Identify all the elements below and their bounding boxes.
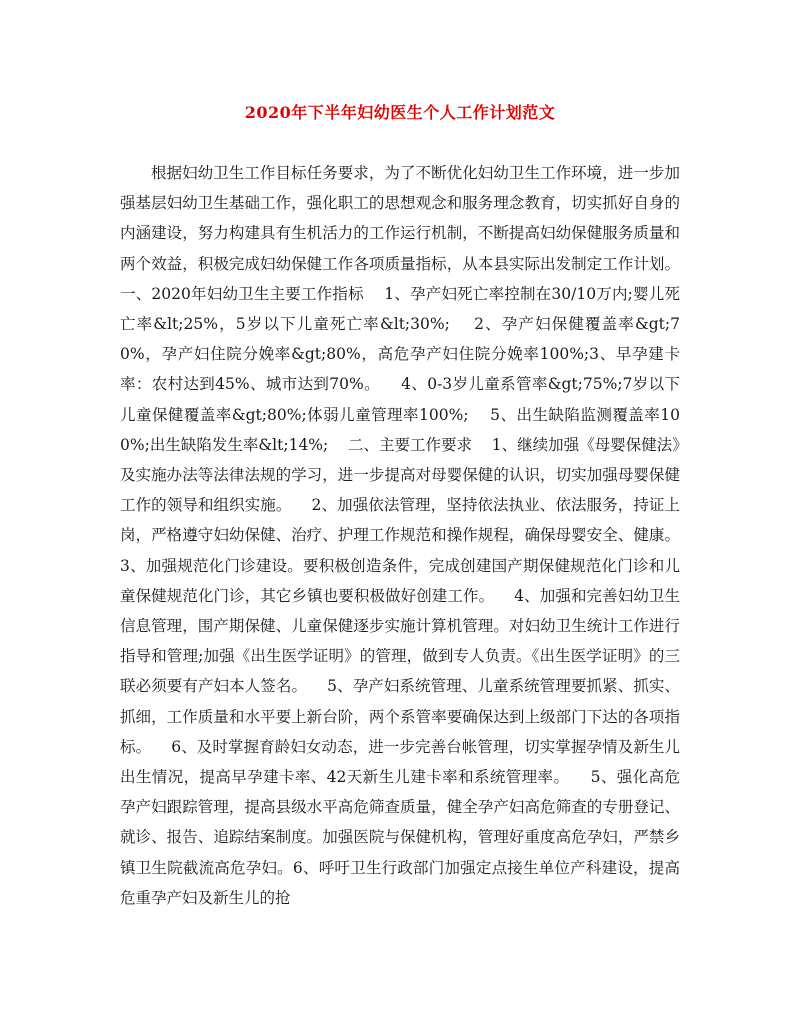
document-title: 2020年下半年妇幼医生个人工作计划范文: [244, 103, 556, 122]
document-body-text: 根据妇幼卫生工作目标任务要求，为了不断优化妇幼卫生工作环境，进一步加强基层妇幼卫生基础工作，强化职工的思想观念和服务理念教育，切实抓好自身的内涵建设，努力构建具有生机活力的工作运行机制，不断提高妇幼保健服务质量和两个效益，积极完成妇幼保健工作各项质量指标，从本县实际出发制定工作计划。 一、2020年妇幼卫生主要工作指标 1、孕产妇死亡率控制在30/10万内;婴儿死亡率&lt;25%，5岁以下儿童死亡率&lt;30%; 2、孕产妇保健覆盖率&gt;70%，孕产妇住院分娩率&gt;80%，高危孕产妇住院分娩率100%;3、早孕建卡率：农村达到45%、城市达到70%。 4、0-3岁儿童系管率&gt;75%;7岁以下儿童保健覆盖率&gt;80%;体弱儿童管理率100%; 5、出生缺陷监测覆盖率100%;出生缺陷发生率&lt;14%; 二、主要工作要求 1、继续加强《母婴保健法》及实施办法等法律法规的学习，进一步提高对母婴保健的认识，切实加强母婴保健工作的领导和组织实施。 2、加强依法管理，坚持依法执业、依法服务，持证上岗，严格遵守妇幼保健、治疗、护理工作规范和操作规程，确保母婴安全、健康。 3、加强规范化门诊建设。要积极创造条件，完成创建国产期保健规范化门诊和儿童保健规范化门诊，其它乡镇也要积极做好创建工作。 4、加强和完善妇幼卫生信息管理，围产期保健、儿童保健逐步实施计算机管理。对妇幼卫生统计工作进行指导和管理;加强《出生医学证明》的管理，做到专人负责。《出生医学证明》的三联必须要有产妇本人签名。 5、孕产妇系统管理、儿童系统管理要抓紧、抓实、抓细，工作质量和水平要上新台阶，两个系管率要确保达到上级部门下达的各项指标。 6、及时掌握育龄妇女动态，进一步完善台帐管理，切实掌握孕情及新生儿出生情况，提高早孕建卡率、42天新生儿建卡率和系统管理率。 5、强化高危孕产妇跟踪管理，提高县级水平高危筛查质量，健全孕产妇高危筛查的专册登记、就诊、报告、追踪结案制度。加强医院与保健机构，管理好重度高危孕妇，严禁乡镇卫生院截流高危孕妇。6、呼吁卫生行政部门加强定点接生单位产科建设，提高危重孕产妇及新生儿的抢: [120, 164, 700, 907]
